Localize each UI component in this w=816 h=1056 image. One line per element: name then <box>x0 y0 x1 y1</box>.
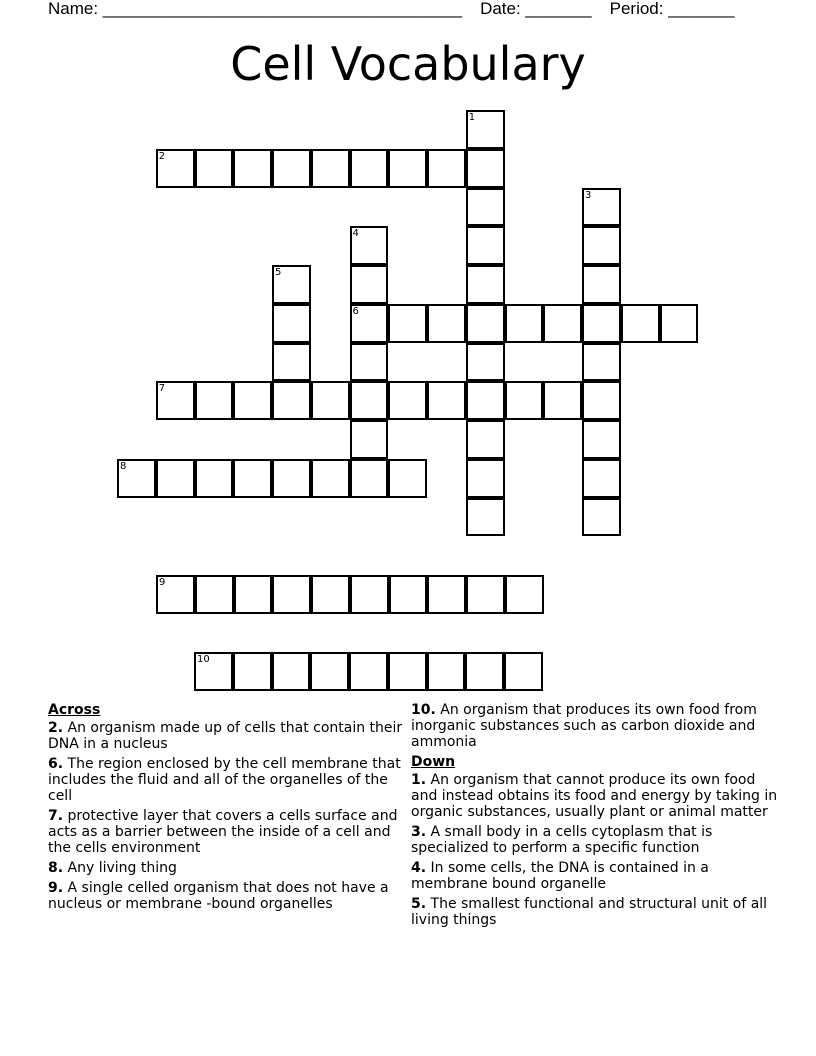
grid-cell[interactable] <box>195 459 234 498</box>
grid-cell[interactable] <box>505 304 544 343</box>
clue-text: protective layer that covers a cells surface and acts as a barrier between the inside of a cell and the cells environment <box>48 808 398 856</box>
clue-text: The region enclosed by the cell membrane that includes the fluid and all of the organelles of the cell <box>48 756 401 804</box>
grid-cell[interactable] <box>195 381 234 420</box>
clues-right-column <box>411 702 781 932</box>
grid-cell[interactable] <box>350 381 389 420</box>
clue-item <box>411 860 781 892</box>
grid-cell[interactable] <box>427 149 466 188</box>
grid-cell[interactable] <box>272 265 311 304</box>
name-field[interactable]: Name: ______________________________________ <box>48 0 463 18</box>
grid-cell[interactable] <box>582 498 621 537</box>
grid-cell[interactable] <box>388 652 427 691</box>
down-heading: Down <box>411 754 456 770</box>
clue-number: 1. <box>411 772 427 788</box>
clue-number-label: 6 <box>352 305 359 317</box>
clue-text: An organism made up of cells that contain their DNA in a nucleus <box>48 720 403 752</box>
clue-item <box>411 896 781 928</box>
clue-item <box>48 720 404 752</box>
clue-item <box>48 756 404 804</box>
clue-text: A small body in a cells cytoplasm that is specialized to perform a specific function <box>411 824 713 856</box>
grid-cell[interactable] <box>660 304 699 343</box>
clue-number: 5. <box>411 896 427 912</box>
grid-cell[interactable] <box>504 652 543 691</box>
grid-cell[interactable] <box>350 575 389 614</box>
grid-cell[interactable] <box>350 420 389 459</box>
clue-number: 9. <box>48 880 64 896</box>
grid-cell[interactable] <box>621 304 660 343</box>
grid-cell[interactable] <box>311 381 350 420</box>
clue-item <box>48 808 404 856</box>
grid-cell[interactable] <box>388 381 427 420</box>
clue-text: The smallest functional and structural unit of all living things <box>411 896 768 928</box>
clue-item <box>48 860 404 876</box>
clue-text: In some cells, the DNA is contained in a membrane bound organelle <box>411 860 709 892</box>
grid-cell[interactable] <box>582 459 621 498</box>
grid-cell[interactable] <box>117 459 156 498</box>
grid-cell[interactable] <box>195 149 234 188</box>
grid-cell[interactable] <box>156 459 195 498</box>
grid-cell[interactable] <box>582 381 621 420</box>
grid-cell[interactable] <box>466 149 505 188</box>
grid-cell[interactable] <box>466 459 505 498</box>
date-field[interactable]: Date: _______ <box>480 0 592 18</box>
period-field[interactable]: Period: _______ <box>609 0 735 18</box>
clue-number: 4. <box>411 860 427 876</box>
grid-cell[interactable] <box>272 304 311 343</box>
clue-item <box>411 824 781 856</box>
clue-number-label: 10 <box>197 654 210 665</box>
grid-cell[interactable] <box>156 575 195 614</box>
clue-item <box>411 702 781 750</box>
clue-item <box>48 880 404 912</box>
grid-cell[interactable] <box>389 575 428 614</box>
across-heading: Across <box>48 702 101 718</box>
clue-number-label: 7 <box>158 383 166 395</box>
clue-number-label: 1 <box>468 112 476 123</box>
grid-cell[interactable] <box>311 149 350 188</box>
grid-cell[interactable] <box>582 304 621 343</box>
clue-number-label: 2 <box>158 150 166 162</box>
grid-cell[interactable] <box>388 149 427 188</box>
grid-cell[interactable] <box>427 381 466 420</box>
clue-number: 6. <box>48 756 64 772</box>
grid-cell[interactable] <box>311 575 350 614</box>
grid-cell[interactable] <box>310 652 349 691</box>
grid-cell[interactable] <box>350 265 389 304</box>
grid-cell[interactable] <box>582 226 621 265</box>
grid-cell[interactable] <box>466 343 505 382</box>
clue-number-label: 4 <box>352 228 359 240</box>
grid-cell[interactable] <box>466 498 505 537</box>
grid-cell[interactable] <box>272 343 311 382</box>
grid-cell[interactable] <box>465 652 504 691</box>
clue-number: 10. <box>411 702 436 718</box>
clue-text: An organism that produces its own food from inorganic substances such as carbon dioxide and ammonia <box>411 702 757 750</box>
grid-cell[interactable] <box>466 381 505 420</box>
grid-cell[interactable] <box>466 420 505 459</box>
clue-number-label: 8 <box>120 460 127 472</box>
grid-cell[interactable] <box>388 304 427 343</box>
grid-cell[interactable] <box>388 459 427 498</box>
grid-cell[interactable] <box>233 381 272 420</box>
clue-text: An organism that cannot produce its own food and instead obtains its food and energy by taking in organic substances, usually plant or animal matter <box>411 772 778 820</box>
clue-number: 8. <box>48 860 64 876</box>
grid-cell[interactable] <box>427 304 466 343</box>
grid-cell[interactable] <box>156 381 195 420</box>
grid-cell[interactable] <box>505 381 544 420</box>
grid-cell[interactable] <box>427 575 466 614</box>
grid-cell[interactable] <box>350 459 389 498</box>
grid-cell[interactable] <box>350 226 389 265</box>
grid-cell[interactable] <box>272 459 311 498</box>
grid-cell[interactable] <box>582 343 621 382</box>
grid-cell[interactable] <box>505 575 544 614</box>
grid-cell[interactable] <box>194 652 233 691</box>
grid-cell[interactable] <box>233 149 272 188</box>
clue-number-label: 5 <box>275 267 282 278</box>
grid-cell[interactable] <box>466 188 505 227</box>
grid-cell[interactable] <box>349 652 388 691</box>
grid-cell[interactable] <box>311 459 350 498</box>
grid-cell[interactable] <box>582 188 621 227</box>
grid-cell[interactable] <box>195 575 234 614</box>
grid-cell[interactable] <box>350 304 389 343</box>
grid-cell[interactable] <box>543 304 582 343</box>
grid-cell[interactable] <box>350 343 389 382</box>
grid-cell[interactable] <box>427 652 466 691</box>
grid-cell[interactable] <box>466 575 505 614</box>
grid-cell[interactable] <box>350 149 389 188</box>
clue-text: Any living thing <box>67 860 177 876</box>
grid-cell[interactable] <box>582 420 621 459</box>
grid-cell[interactable] <box>272 575 311 614</box>
grid-cell[interactable] <box>582 265 621 304</box>
grid-cell[interactable] <box>543 381 582 420</box>
grid-cell[interactable] <box>233 652 272 691</box>
clue-number: 3. <box>411 824 427 840</box>
clue-number: 7. <box>48 808 64 824</box>
grid-cell[interactable] <box>466 226 505 265</box>
clue-item <box>411 772 781 820</box>
grid-cell[interactable] <box>466 110 505 149</box>
page-title: Cell Vocabulary <box>230 37 586 91</box>
grid-cell[interactable] <box>234 575 273 614</box>
clue-number: 2. <box>48 720 64 736</box>
clue-number-label: 3 <box>585 189 592 201</box>
grid-cell[interactable] <box>156 149 195 188</box>
grid-cell[interactable] <box>272 149 311 188</box>
grid-cell[interactable] <box>233 459 272 498</box>
grid-cell[interactable] <box>466 304 505 343</box>
clues-left-column <box>48 702 404 916</box>
grid-cell[interactable] <box>272 381 311 420</box>
header <box>48 0 796 20</box>
grid-cell[interactable] <box>272 652 311 691</box>
clue-text: A single celled organism that does not have a nucleus or membrane -bound organelles <box>48 880 389 912</box>
clue-number-label: 9 <box>159 577 166 588</box>
grid-cell[interactable] <box>466 265 505 304</box>
